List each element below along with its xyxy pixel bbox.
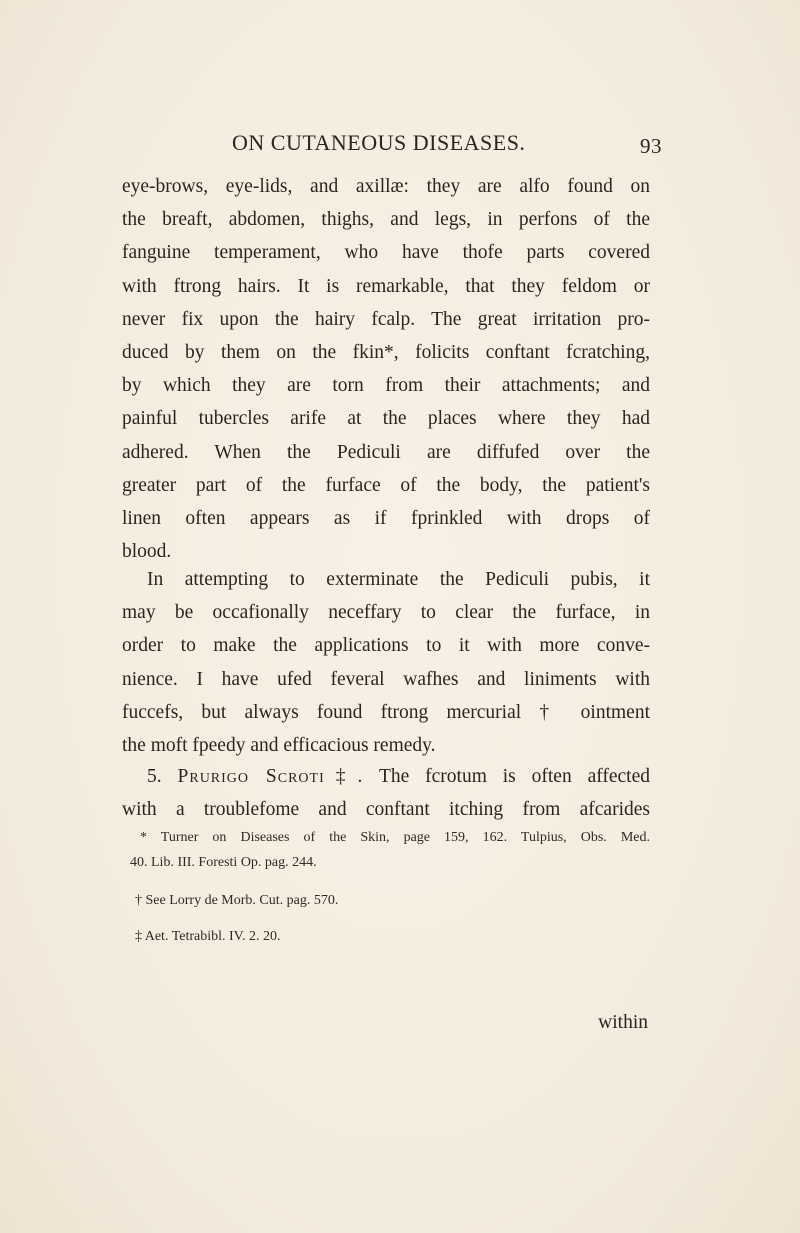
text-line: order to make the applications to it with more conve- [122,635,650,657]
text-line: greater part of the furface of the body, the patient's [122,474,650,496]
paragraph-1 [122,170,650,568]
page-number: 93 [640,134,662,158]
text-line: In attempting to exterminate the Pediculi pubis, it [147,569,650,590]
catchword: within [598,1012,648,1033]
paragraph-3 [122,760,650,826]
footnote-1-continued: 40. Lib. III. Foresti Op. pag. 244. [130,855,317,870]
running-head: ON CUTANEOUS DISEASES. [232,130,526,155]
text-line [122,760,650,793]
footnote-1: * Turner on Diseases of the Skin, page 159, 162. Tulpius, Obs. Med. [140,830,650,845]
text-line: linen often appears as if fprinkled with drops of [122,508,650,530]
text-line: adhered. When the Pediculi are diffufed over the [122,441,650,463]
text-line: the breaft, abdomen, thighs, and legs, in perfons of the [122,209,650,231]
text-line: eye-brows, eye-lids, and axillæ: they are alfo found on [122,176,650,197]
section-heading: Prurigo Scroti‡. [177,766,364,787]
text-line: fuccefs, but always found ftrong mercurial † ointment [122,701,650,723]
text-line: may be occafionally neceffary to clear the furface, in [122,602,650,624]
text-line: blood. [122,541,172,563]
text-line: duced by them on the fkin*, folicits conftant fcratching, [122,342,650,364]
text-fragment: The fcrotum is often affected [378,766,651,787]
footnote-3: ‡ Aet. Tetrabibl. IV. 2. 20. [135,929,281,944]
footnote-2: † See Lorry de Morb. Cut. pag. 570. [135,893,339,908]
text-line: fanguine temperament, who have thofe parts covered [122,242,650,264]
text-line: with ftrong hairs. It is remarkable, that they feldom or [122,275,650,297]
text-line: nience. I have ufed feveral wafhes and liniments with [122,668,650,690]
paragraph-2 [122,563,650,762]
page-header [232,130,662,162]
text-line: with a troublefome and conftant itching from afcarides [122,799,650,821]
text-line: never fix upon the hairy fcalp. The great irritation pro- [122,308,650,330]
section-number: 5. [147,766,162,787]
text-line: by which they are torn from their attachments; and [122,375,650,397]
text-line: the moft fpeedy and efficacious remedy. [122,735,436,757]
text-line: painful tubercles arife at the places where they had [122,408,650,430]
